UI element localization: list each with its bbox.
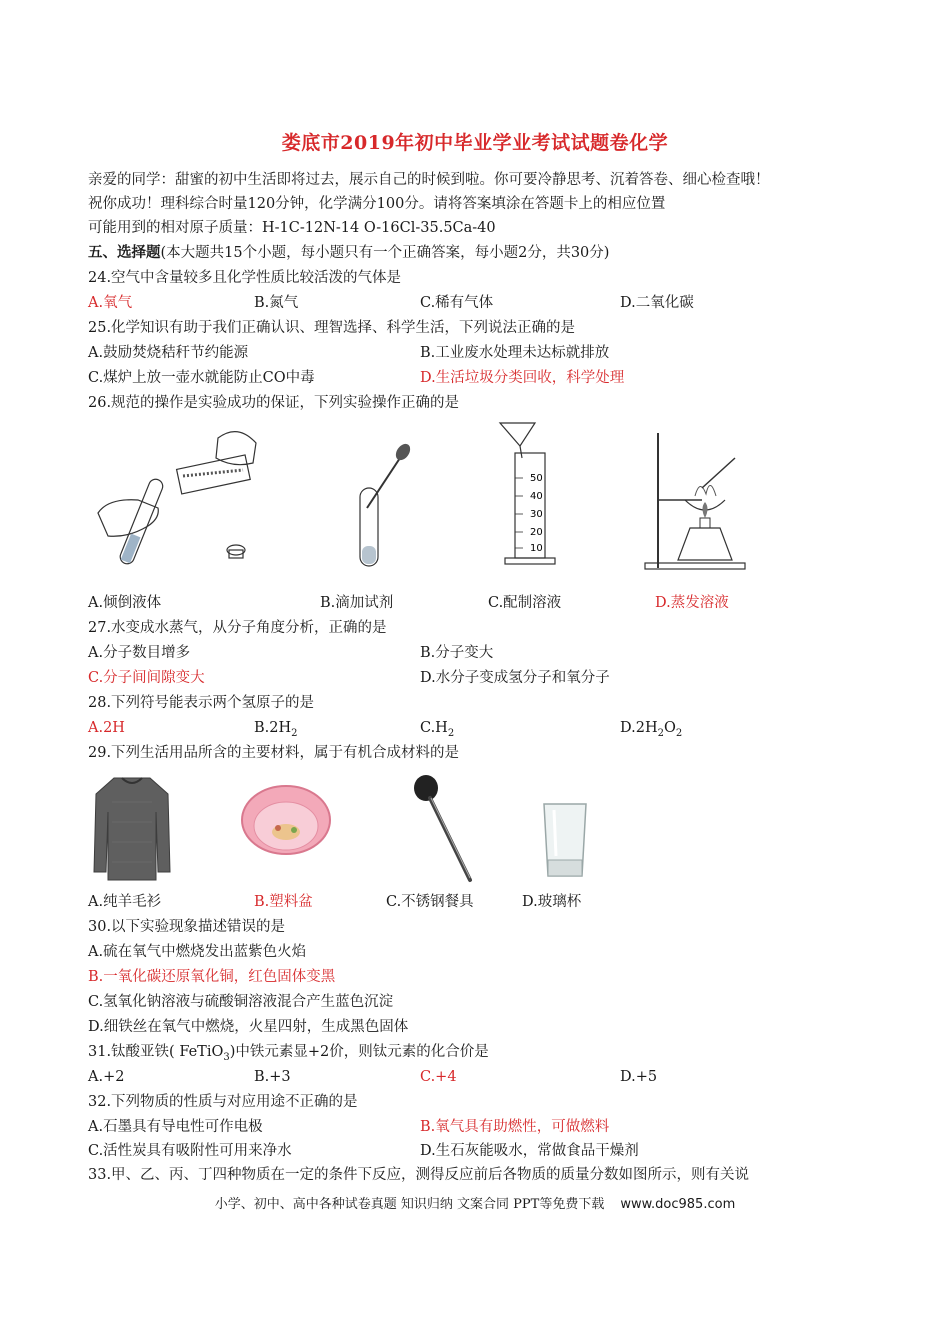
q32-option-b: B.氧气具有助燃性，可做燃料	[420, 1119, 610, 1135]
q29-option-d: D.玻璃杯	[522, 894, 582, 910]
q30-option-a: A.硫在氧气中燃烧发出蓝紫色火焰	[88, 944, 307, 960]
q24-stem: 24.空气中含量较多且化学性质比较活泼的气体是	[88, 270, 402, 286]
page-footer	[0, 1193, 950, 1212]
q26-stem: 26.规范的操作是实验成功的保证，下列实验操作正确的是	[88, 395, 460, 411]
q31-option-b: B.+3	[254, 1069, 291, 1085]
intro-line-3: 可能用到的相对原子质量：H-1C-12N-14 O-16Cl-35.5Ca-40	[88, 220, 496, 236]
q26-option-b: B.滴加试剂	[320, 595, 394, 611]
q28-option-d: $D.2H_2O_2$	[620, 720, 683, 739]
q27-option-a: A.分子数目增多	[88, 645, 191, 661]
q24-option-b: B.氮气	[254, 295, 299, 311]
steel-ladle-image	[410, 772, 480, 884]
q29-option-b: B.塑料盆	[254, 894, 313, 910]
q32-option-a: A.石墨具有导电性可作电极	[88, 1119, 263, 1135]
steam-lines	[695, 485, 716, 496]
q30-option-b: B.一氧化碳还原氧化铜，红色固体变黑	[88, 969, 336, 985]
measuring-cylinder-figure	[490, 418, 570, 568]
q30-option-d: D.细铁丝在氧气中燃烧，火星四射，生成黑色固体	[88, 1019, 409, 1035]
cylinder-mark-20: 20	[530, 527, 543, 538]
q31-stem: 31.钛酸亚铁( FeTiO$_3$)中铁元素显+2价，则钛元素的化合价是	[88, 1044, 489, 1063]
wool-sweater-image	[92, 772, 172, 884]
glass-cup-image	[540, 800, 590, 880]
q31-option-c: C.+4	[420, 1069, 457, 1085]
dropper-figure	[345, 418, 425, 568]
q28-option-b: $B.2H_2$	[254, 720, 298, 739]
q25-option-b: B.工业废水处理未达标就排放	[420, 345, 610, 361]
q31-option-d: D.+5	[620, 1069, 658, 1085]
q24-option-a: A.氧气	[88, 295, 133, 311]
section-note: (本大题共15个小题，每小题只有一个正确答案，每小题2分，共30分)	[160, 245, 610, 261]
funnel-paper	[500, 423, 535, 446]
footer-url-link[interactable]: www.doc985.com	[620, 1197, 736, 1212]
q33-stem: 33.甲、乙、丙、丁四种物质在一定的条件下反应，测得反应前后各物质的质量分数如图所示，则有关说	[88, 1167, 750, 1183]
q25-option-c: C.煤炉上放一壶水就能防止CO中毒	[88, 370, 315, 386]
q26-option-a: A.倾倒液体	[88, 595, 162, 611]
q27-option-d: D.水分子变成氢分子和氧分子	[420, 670, 610, 686]
cylinder-base	[505, 558, 555, 564]
q26-option-c: C.配制溶液	[488, 595, 562, 611]
dropper-glass	[367, 458, 400, 508]
lamp-flame	[703, 502, 708, 518]
q25-option-d: D.生活垃圾分类回收，科学处理	[420, 370, 625, 386]
iron-stand-base	[645, 563, 745, 569]
evaporation-figure	[640, 428, 750, 573]
intro-line-1: 亲爱的同学：甜蜜的初中生活即将过去，展示自己的时候到啦。你可要冷静思考、沉着答卷、细心检查哦！	[88, 172, 770, 188]
q24-option-d: D.二氧化碳	[620, 295, 694, 311]
q29-option-a: A.纯羊毛衫	[88, 894, 162, 910]
q31-option-a: A.+2	[88, 1069, 125, 1085]
cylinder-mark-40: 40	[530, 491, 543, 502]
q27-option-c: C.分子间间隙变大	[88, 670, 205, 686]
pouring-liquid-figure	[88, 418, 268, 568]
plastic-basin-image	[240, 784, 332, 866]
q30-option-c: C.氢氧化钠溶液与硫酸铜溶液混合产生蓝色沉淀	[88, 994, 394, 1010]
dropper-tube-liquid	[362, 546, 376, 564]
q32-option-d: D.生石灰能吸水，常做食品干燥剂	[420, 1143, 639, 1159]
footer-text: 小学、初中、高中各种试卷真题 知识归纳 文案合同 PPT等免费下载	[214, 1197, 605, 1212]
q28-stem: 28.下列符号能表示两个氢原子的是	[88, 695, 315, 711]
section-heading: 五、选择题	[88, 244, 161, 261]
q29-option-c: C.不锈钢餐具	[386, 894, 474, 910]
cylinder-mark-50: 50	[530, 473, 543, 484]
q29-stem: 29.下列生活用品所含的主要材料，属于有机合成材料的是	[88, 745, 460, 761]
bottle-liquid	[183, 470, 243, 476]
section-header	[88, 243, 609, 263]
dropper-bulb	[393, 441, 413, 463]
glass-rod	[702, 458, 735, 488]
q32-stem: 32.下列物质的性质与对应用途不正确的是	[88, 1094, 358, 1110]
exam-title: 娄底市2019年初中毕业学业考试试题卷化学	[281, 132, 669, 154]
q32-option-c: C.活性炭具有吸附性可用来净水	[88, 1143, 292, 1159]
left-hand-shape	[98, 500, 158, 537]
q30-stem: 30.以下实验现象描述错误的是	[88, 919, 286, 935]
q27-option-b: B.分子变大	[420, 645, 494, 661]
q28-option-c: $C.H_2$	[420, 720, 455, 739]
q26-option-d: D.蒸发溶液	[655, 595, 729, 611]
cylinder-mark-30: 30	[530, 509, 543, 520]
q28-option-a: A.2H	[88, 720, 125, 736]
cylinder-ticks	[515, 478, 523, 548]
q24-option-c: C.稀有气体	[420, 295, 494, 311]
funnel-stem	[520, 446, 522, 458]
lamp-wick-holder	[700, 518, 710, 528]
q25-option-a: A.鼓励焚烧秸秆节约能源	[88, 345, 249, 361]
cylinder-mark-10: 10	[530, 543, 543, 554]
intro-line-2: 祝你成功！理科综合时量120分钟，化学满分100分。请将答案填涂在答题卡上的相应位置	[88, 196, 666, 212]
q27-stem: 27.水变成水蒸气，从分子角度分析，正确的是	[88, 620, 387, 636]
q25-stem: 25.化学知识有助于我们正确认识、理智选择、科学生活，下列说法正确的是	[88, 320, 576, 336]
alcohol-lamp	[678, 528, 732, 560]
